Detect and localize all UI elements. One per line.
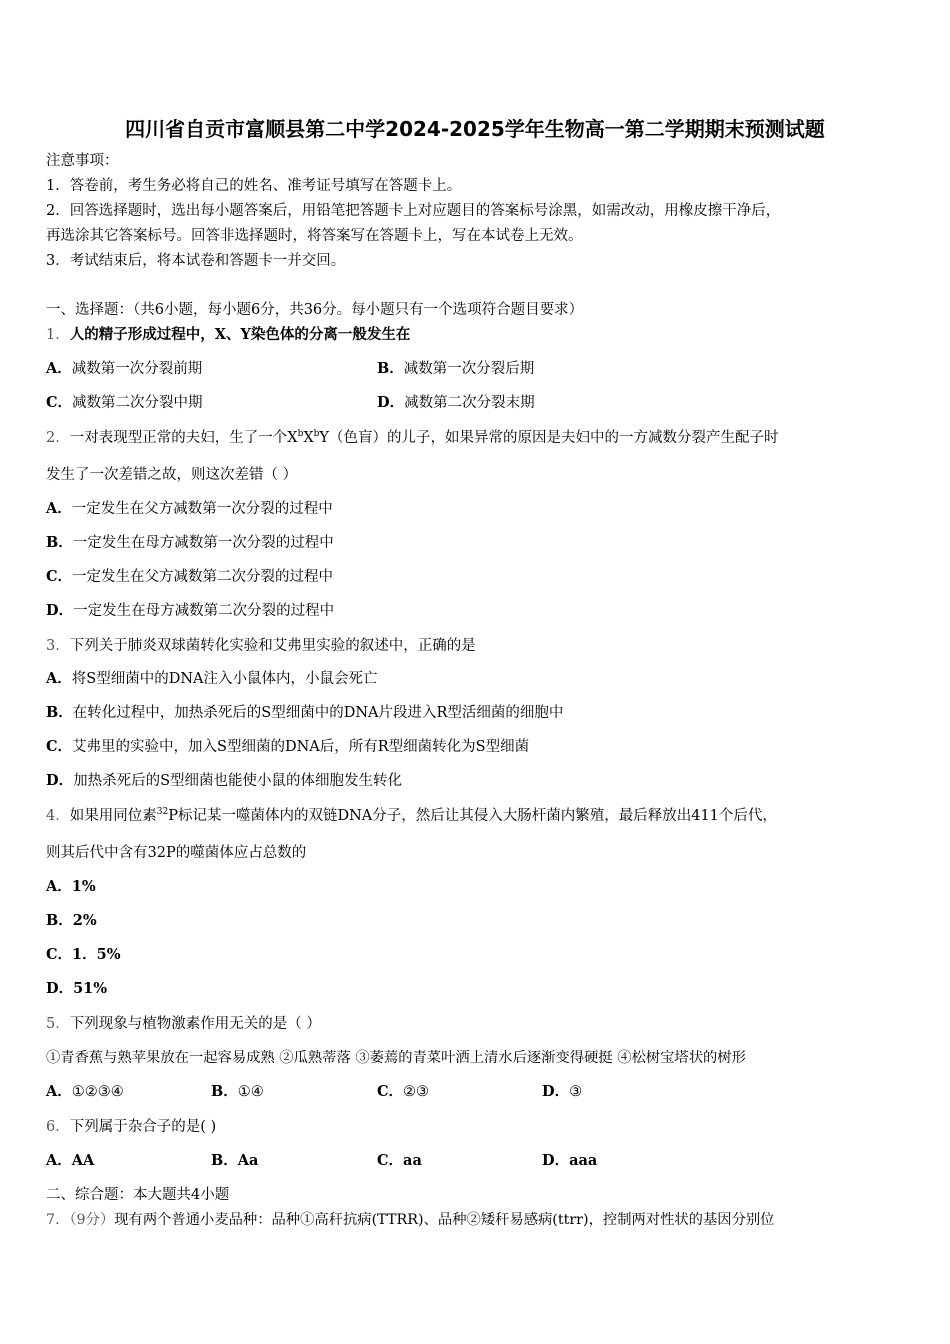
q1-option-c[interactable]: C．减数第二次分裂中期 <box>46 394 203 411</box>
q1-option-d[interactable]: D．减数第二次分裂末期 <box>377 394 535 411</box>
q5-option-b[interactable]: B．①④ <box>211 1083 264 1100</box>
q6-option-b[interactable]: B．Aa <box>211 1152 259 1169</box>
question-number: 6． <box>46 1119 70 1135</box>
section1-heading: 一、选择题：（共6小题，每小题6分，共36分。每小题只有一个选项符合题目要求） <box>46 302 584 318</box>
question-5: 5．下列现象与植物激素作用无关的是（ ） <box>46 1016 321 1032</box>
question-text: 人的精子形成过程中，X、Y染色体的分离一般发生在 <box>69 326 411 343</box>
question-2: 2．一对表现型正常的夫妇，生了一个$X^bX^bY$（色盲）的儿子，如果异常的原因是夫妇中的一方减数分裂产生配子时 <box>46 429 779 446</box>
q4-option-d[interactable]: D．51% <box>46 980 108 997</box>
q6-option-d[interactable]: D．aaa <box>542 1152 598 1169</box>
q4-option-b[interactable]: B．2% <box>46 912 97 929</box>
question-number: 7． <box>46 1212 70 1228</box>
question-5-items: ①青香蕉与熟苹果放在一起容易成熟 ②瓜熟蒂落 ③萎蔫的青菜叶洒上清水后逐渐变得硬挺 ④松树宝塔状的树形 <box>46 1050 746 1066</box>
notice-heading: 注意事项： <box>46 153 119 169</box>
question-4-cont: 则其后代中含有32P的噬菌体应占总数的 <box>46 845 307 861</box>
question-2-cont: 发生了一次差错之故，则这次差错（ ） <box>46 467 298 483</box>
q3-option-d[interactable]: D．加热杀死后的S型细菌也能使小鼠的体细胞发生转化 <box>46 772 403 789</box>
question-number: 4． <box>46 808 70 824</box>
q4-option-c[interactable]: C．1．5% <box>46 946 121 963</box>
q2-option-b[interactable]: B．一定发生在母方减数第一次分裂的过程中 <box>46 534 334 551</box>
q6-option-c[interactable]: C．aa <box>377 1152 422 1169</box>
question-7: 7．（9分）现有两个普通小麦品种：品种①高秆抗病(TTRR)、品种②矮秆易感病(ttrr)，控制两对性状的基因分别位 <box>46 1212 775 1228</box>
q5-option-d[interactable]: D．③ <box>542 1083 583 1100</box>
q6-option-a[interactable]: A．AA <box>46 1152 95 1169</box>
question-6: 6．下列属于杂合子的是( ) <box>46 1119 217 1135</box>
notice-item: 3．考试结束后，将本试卷和答题卡一并交回。 <box>46 253 346 269</box>
q4-option-a[interactable]: A．1% <box>46 878 96 895</box>
question-3: 3．下列关于肺炎双球菌转化实验和艾弗里实验的叙述中，正确的是 <box>46 638 476 654</box>
question-number: 3． <box>46 638 70 654</box>
section2-heading: 二、综合题：本大题共4小题 <box>46 1187 230 1203</box>
question-score: （9分） <box>69 1212 115 1228</box>
question-4: 4．如果用同位素$^{32}$P标记某一噬菌体内的双链DNA分子，然后让其侵入大肠杆菌内繁殖，最后释放出411个后代， <box>46 807 777 824</box>
page-title: 四川省自贡市富顺县第二中学2024-2025学年生物高一第二学期期末预测试题 <box>125 117 825 141</box>
q2-option-a[interactable]: A．一定发生在父方减数第一次分裂的过程中 <box>46 500 333 517</box>
question-1 <box>46 325 410 345</box>
q5-option-a[interactable]: A．①②③④ <box>46 1083 124 1100</box>
q2-option-c[interactable]: C．一定发生在父方减数第二次分裂的过程中 <box>46 568 334 585</box>
notice-item: 1．答卷前，考生务必将自己的姓名、准考证号填写在答题卡上。 <box>46 178 462 194</box>
notice-item: 再选涂其它答案标号。回答非选择题时，将答案写在答题卡上，写在本试卷上无效。 <box>46 228 583 244</box>
q3-option-a[interactable]: A．将S型细菌中的DNA注入小鼠体内，小鼠会死亡 <box>46 670 378 687</box>
notice-item: 2．回答选择题时，选出每小题答案后，用铅笔把答题卡上对应题目的答案标号涂黑，如需改动，用橡皮擦干净后， <box>46 203 781 219</box>
q3-option-c[interactable]: C．艾弗里的实验中，加入S型细菌的DNA后，所有R型细菌转化为S型细菌 <box>46 738 530 755</box>
q2-option-d[interactable]: D．一定发生在母方减数第二次分裂的过程中 <box>46 602 335 619</box>
q1-option-b[interactable]: B．减数第一次分裂后期 <box>377 360 535 377</box>
question-number: 5． <box>46 1016 70 1032</box>
q3-option-b[interactable]: B．在转化过程中，加热杀死后的S型细菌中的DNA片段进入R型活细菌的细胞中 <box>46 704 564 721</box>
q1-option-a[interactable]: A．减数第一次分裂前期 <box>46 360 203 377</box>
q5-option-c[interactable]: C．②③ <box>377 1083 430 1100</box>
question-number: 2． <box>46 430 70 446</box>
question-number: 1． <box>46 327 70 343</box>
